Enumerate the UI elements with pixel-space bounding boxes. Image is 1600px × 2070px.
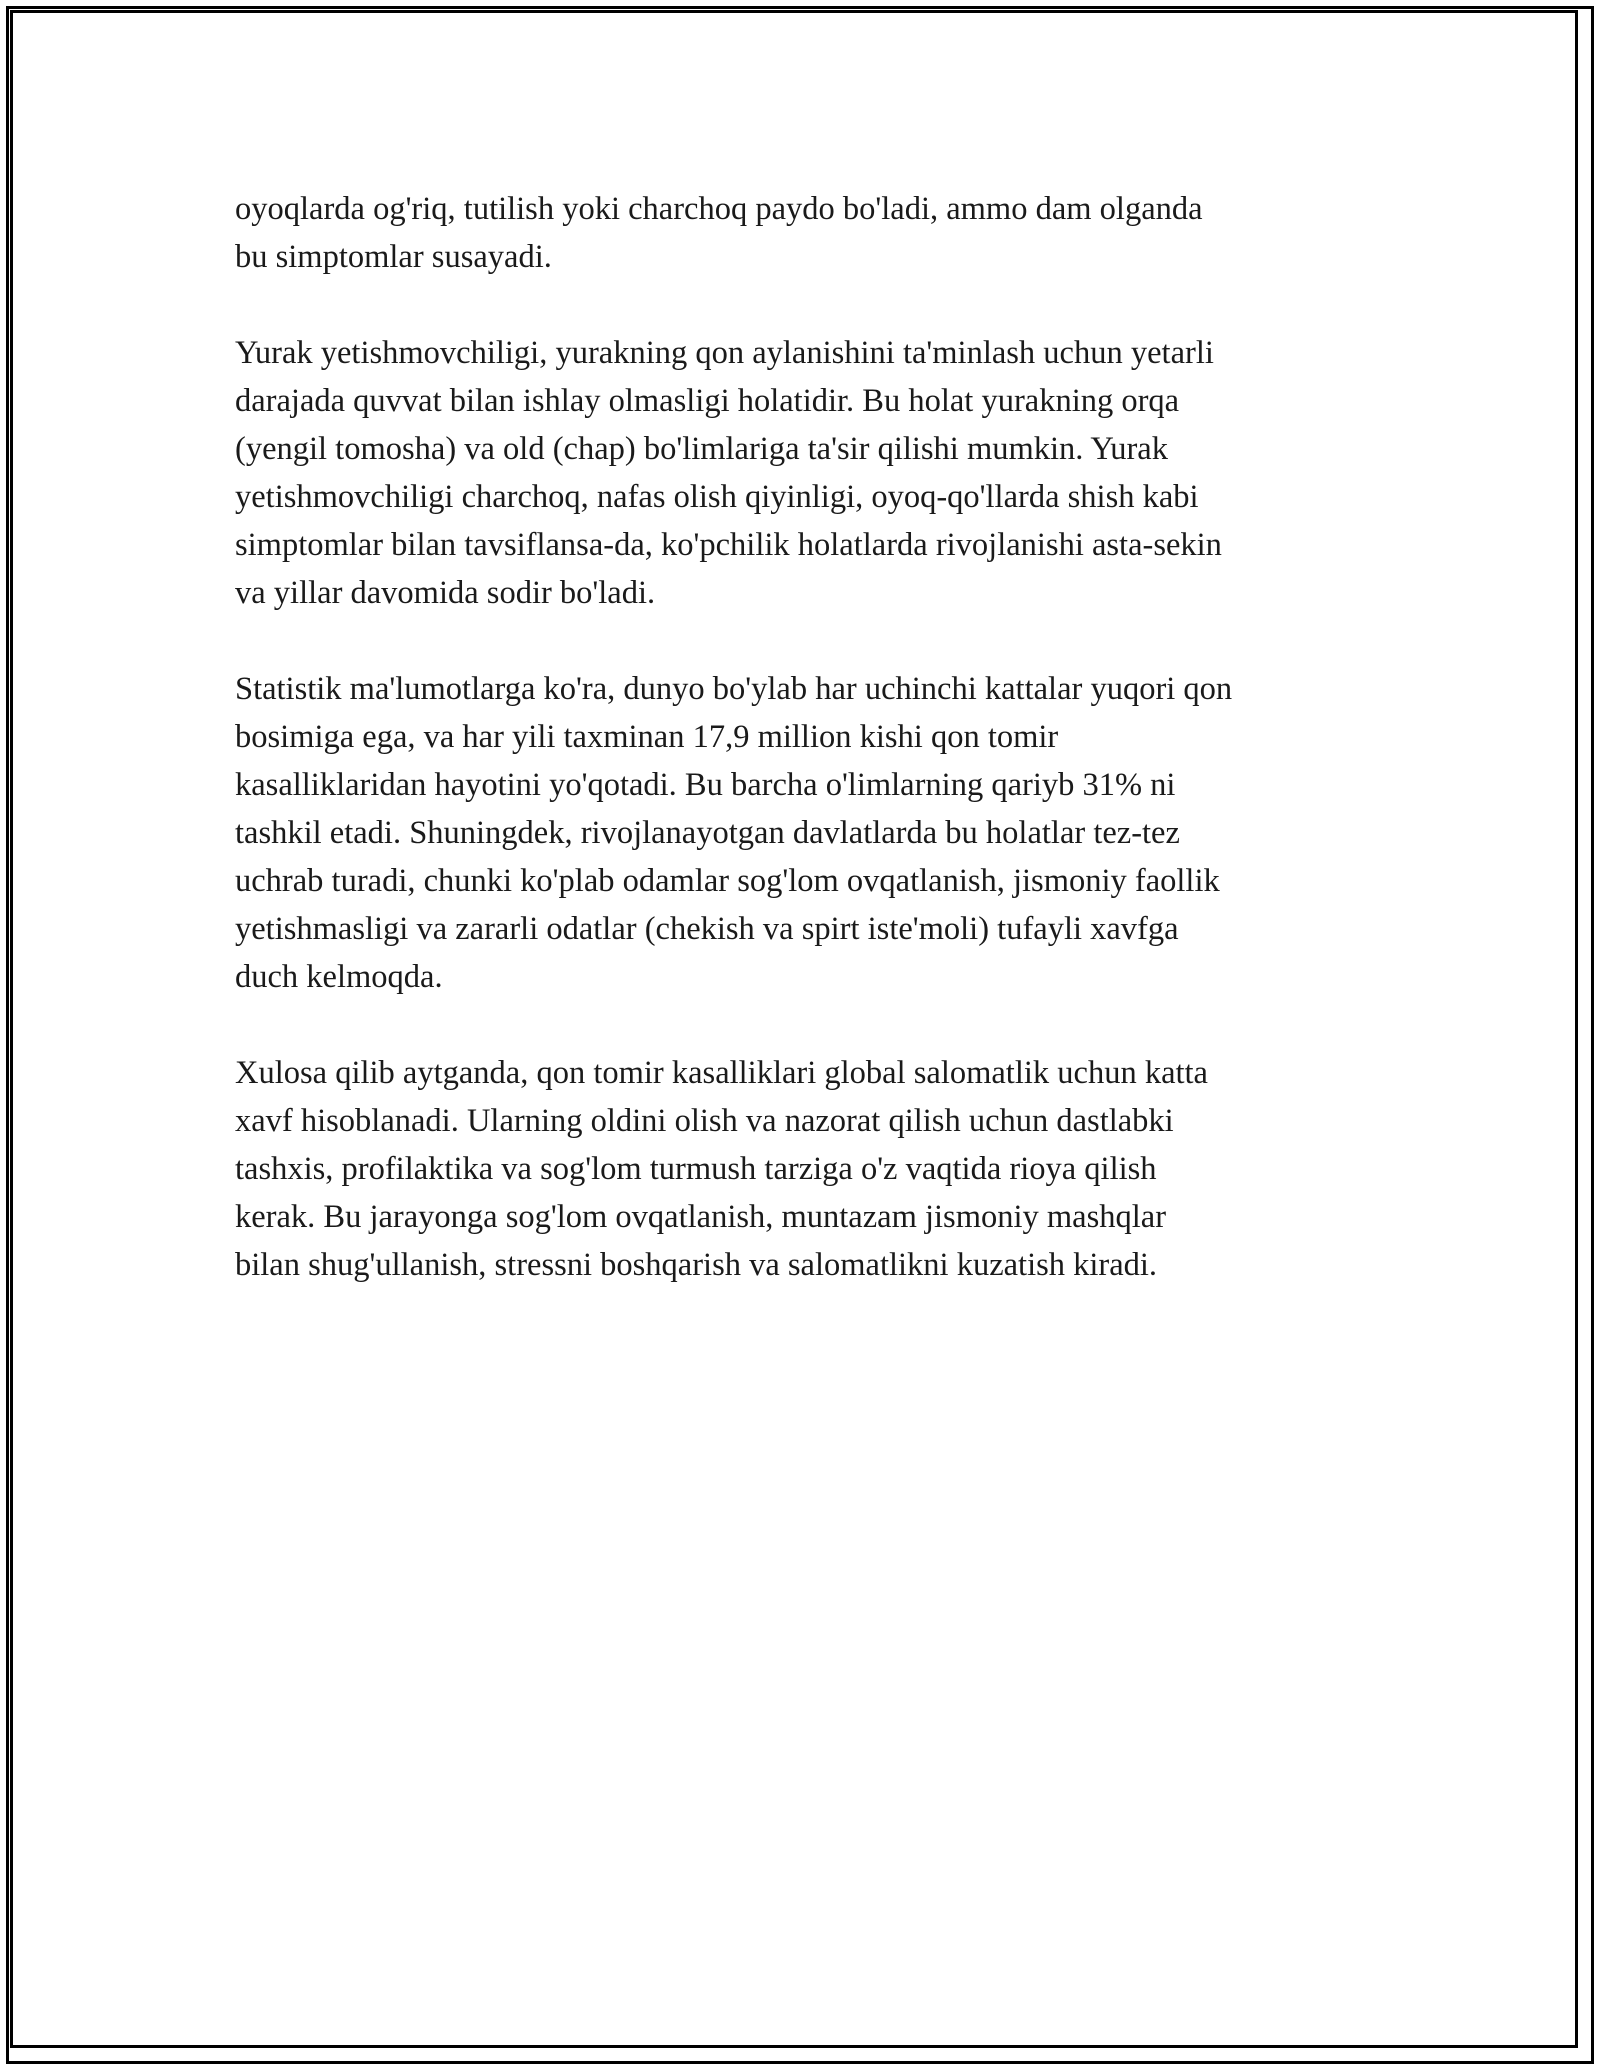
text-line: tashkil etadi. Shuningdek, rivojlanayotgan davlatlarda bu holatlar tez-tez <box>235 815 1180 851</box>
text-line: tashxis, profilaktika va sog'lom turmush tarziga o'z vaqtida rioya qilish <box>235 1151 1157 1187</box>
paragraph-conclusion <box>235 1049 1375 1289</box>
text-line: yetishmovchiligi charchoq, nafas olish qiyinligi, oyoq-qo'llarda shish kabi <box>235 479 1199 515</box>
text-line: bilan shug'ullanish, stressni boshqarish va salomatlikni kuzatish kiradi. <box>235 1247 1158 1283</box>
text-line: kasalliklaridan hayotini yo'qotadi. Bu barcha o'limlarning qariyb 31% ni <box>235 767 1176 803</box>
text-line: yetishmasligi va zararli odatlar (chekish va spirt iste'moli) tufayli xavfga <box>235 911 1179 947</box>
paragraph-statistics <box>235 665 1375 1001</box>
paragraph-heart-failure <box>235 329 1375 617</box>
text-line: (yengil tomosha) va old (chap) bo'limlariga ta'sir qilishi mumkin. Yurak <box>235 431 1168 467</box>
text-line: bu simptomlar susayadi. <box>235 239 552 275</box>
text-line: simptomlar bilan tavsiflansa-da, ko'pchilik holatlarda rivojlanishi asta-sekin <box>235 527 1222 563</box>
text-line: xavf hisoblanadi. Ularning oldini olish va nazorat qilish uchun dastlabki <box>235 1103 1174 1139</box>
text-line: darajada quvvat bilan ishlay olmasligi holatidir. Bu holat yurakning orqa <box>235 383 1180 419</box>
text-line: Statistik ma'lumotlarga ko'ra, dunyo bo'ylab har uchinchi kattalar yuqori qon <box>235 671 1233 707</box>
text-line: bosimiga ega, va har yili taxminan 17,9 million kishi qon tomir <box>235 719 1059 755</box>
paragraph-leg-pain <box>235 185 1375 281</box>
text-line: duch kelmoqda. <box>235 959 443 995</box>
text-line: Xulosa qilib aytganda, qon tomir kasalliklari global salomatlik uchun katta <box>235 1055 1208 1091</box>
document-body <box>235 185 1375 1337</box>
text-line: va yillar davomida sodir bo'ladi. <box>235 575 656 611</box>
text-line: oyoqlarda og'riq, tutilish yoki charchoq paydo bo'ladi, ammo dam olganda <box>235 191 1203 227</box>
text-line: uchrab turadi, chunki ko'plab odamlar sog'lom ovqatlanish, jismoniy faollik <box>235 863 1220 899</box>
text-line: kerak. Bu jarayonga sog'lom ovqatlanish, muntazam jismoniy mashqlar <box>235 1199 1167 1235</box>
text-line: Yurak yetishmovchiligi, yurakning qon aylanishini ta'minlash uchun yetarli <box>235 335 1214 371</box>
